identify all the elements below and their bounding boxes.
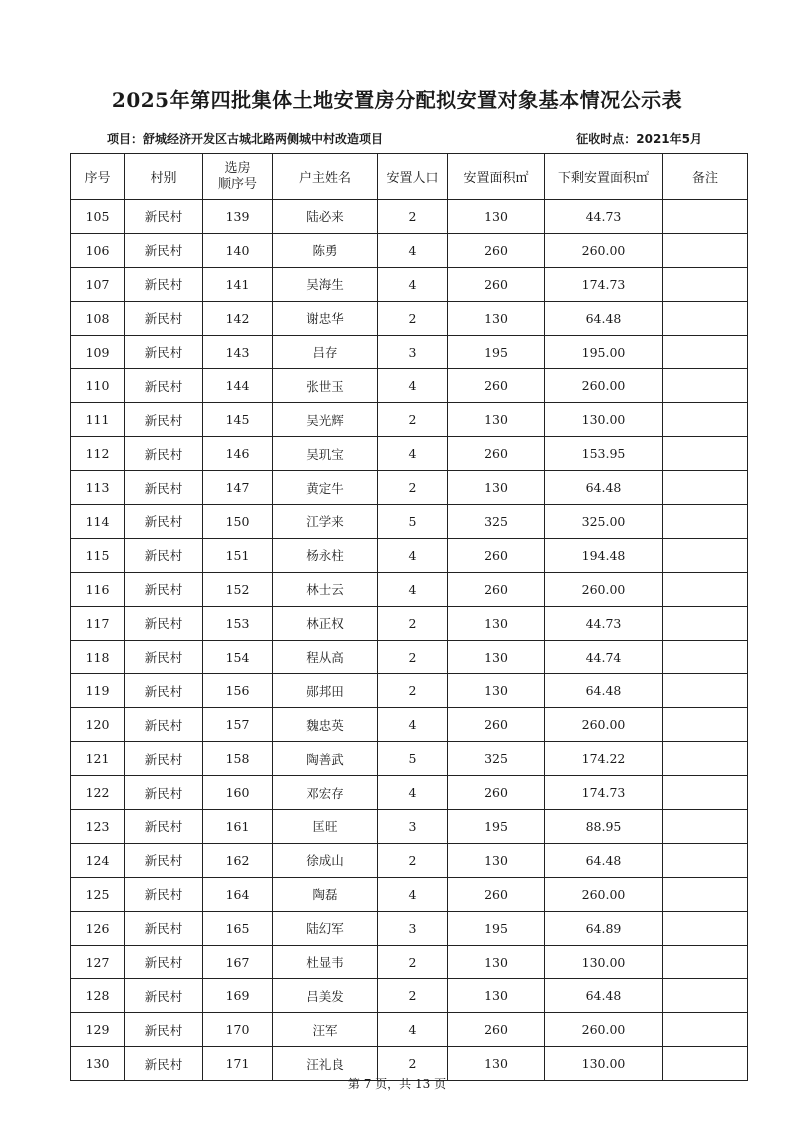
cell-village: 新民村 — [125, 877, 203, 911]
cell-name: 杨永柱 — [273, 538, 378, 572]
cell-area: 260 — [448, 267, 545, 301]
cell-name: 吴海生 — [273, 267, 378, 301]
table-row — [71, 437, 748, 471]
cell-name: 杜显韦 — [273, 945, 378, 979]
cell-name: 汪礼良 — [273, 1047, 378, 1081]
cell-seq: 122 — [71, 776, 125, 810]
table-row — [71, 776, 748, 810]
cell-seq: 120 — [71, 708, 125, 742]
cell-village: 新民村 — [125, 776, 203, 810]
cell-population: 4 — [378, 572, 448, 606]
cell-name: 吴光辉 — [273, 403, 378, 437]
cell-note — [663, 911, 748, 945]
cell-village: 新民村 — [125, 471, 203, 505]
cell-remaining: 174.22 — [545, 742, 663, 776]
cell-population: 4 — [378, 267, 448, 301]
cell-seq: 116 — [71, 572, 125, 606]
cell-area: 260 — [448, 233, 545, 267]
cell-pick-order: 139 — [203, 200, 273, 234]
cell-remaining: 88.95 — [545, 810, 663, 844]
table-row — [71, 335, 748, 369]
cell-pick-order: 146 — [203, 437, 273, 471]
cell-seq: 107 — [71, 267, 125, 301]
cell-seq: 130 — [71, 1047, 125, 1081]
cell-name: 郧邦田 — [273, 674, 378, 708]
cell-village: 新民村 — [125, 369, 203, 403]
cell-pick-order: 160 — [203, 776, 273, 810]
cell-area: 260 — [448, 776, 545, 810]
table-row — [71, 606, 748, 640]
cell-remaining: 44.74 — [545, 640, 663, 674]
cell-village: 新民村 — [125, 979, 203, 1013]
cell-area: 130 — [448, 979, 545, 1013]
cell-seq: 129 — [71, 1013, 125, 1047]
cell-seq: 108 — [71, 301, 125, 335]
table-row — [71, 945, 748, 979]
cell-note — [663, 233, 748, 267]
table-row — [71, 505, 748, 539]
cell-village: 新民村 — [125, 200, 203, 234]
header-pick-order — [203, 154, 273, 200]
table-row — [71, 640, 748, 674]
header-population: 安置人口 — [378, 154, 448, 200]
cell-area: 130 — [448, 403, 545, 437]
cell-note — [663, 810, 748, 844]
cell-note — [663, 1013, 748, 1047]
cell-remaining: 260.00 — [545, 369, 663, 403]
table-row — [71, 572, 748, 606]
cell-seq: 128 — [71, 979, 125, 1013]
cell-population: 3 — [378, 810, 448, 844]
table-row — [71, 979, 748, 1013]
cell-area: 130 — [448, 301, 545, 335]
cell-remaining: 260.00 — [545, 233, 663, 267]
cell-area: 130 — [448, 606, 545, 640]
cell-note — [663, 403, 748, 437]
table-header — [71, 154, 748, 200]
cell-pick-order: 143 — [203, 335, 273, 369]
cell-remaining: 130.00 — [545, 1047, 663, 1081]
cell-area: 260 — [448, 538, 545, 572]
cell-remaining: 44.73 — [545, 606, 663, 640]
cell-remaining: 260.00 — [545, 1013, 663, 1047]
cell-note — [663, 505, 748, 539]
cell-pick-order: 150 — [203, 505, 273, 539]
table-row — [71, 471, 748, 505]
cell-population: 4 — [378, 538, 448, 572]
cell-remaining: 64.48 — [545, 301, 663, 335]
cell-name: 邓宏存 — [273, 776, 378, 810]
cell-area: 325 — [448, 505, 545, 539]
cell-pick-order: 161 — [203, 810, 273, 844]
cell-note — [663, 776, 748, 810]
cell-pick-order: 165 — [203, 911, 273, 945]
table-row — [71, 403, 748, 437]
cell-village: 新民村 — [125, 911, 203, 945]
cell-seq: 114 — [71, 505, 125, 539]
header-seq: 序号 — [71, 154, 125, 200]
cell-pick-order: 169 — [203, 979, 273, 1013]
cell-note — [663, 335, 748, 369]
cell-note — [663, 606, 748, 640]
cell-note — [663, 471, 748, 505]
cell-village: 新民村 — [125, 640, 203, 674]
cell-village: 新民村 — [125, 301, 203, 335]
cell-area: 130 — [448, 200, 545, 234]
cell-population: 4 — [378, 708, 448, 742]
cell-seq: 115 — [71, 538, 125, 572]
cell-population: 2 — [378, 640, 448, 674]
cell-note — [663, 538, 748, 572]
cell-name: 黄定牛 — [273, 471, 378, 505]
cell-note — [663, 945, 748, 979]
cell-population: 4 — [378, 437, 448, 471]
cell-remaining: 64.48 — [545, 979, 663, 1013]
cell-remaining: 260.00 — [545, 708, 663, 742]
cell-village: 新民村 — [125, 708, 203, 742]
cell-area: 260 — [448, 1013, 545, 1047]
cell-note — [663, 877, 748, 911]
cell-area: 260 — [448, 437, 545, 471]
table-row — [71, 233, 748, 267]
cell-population: 5 — [378, 505, 448, 539]
cell-remaining: 130.00 — [545, 403, 663, 437]
cell-pick-order: 145 — [203, 403, 273, 437]
cell-area: 260 — [448, 369, 545, 403]
cell-remaining: 260.00 — [545, 877, 663, 911]
cell-seq: 117 — [71, 606, 125, 640]
page-title: 2025年第四批集体土地安置房分配拟安置对象基本情况公示表 — [111, 88, 683, 112]
cell-seq: 105 — [71, 200, 125, 234]
cell-area: 325 — [448, 742, 545, 776]
cell-population: 5 — [378, 742, 448, 776]
cell-pick-order: 167 — [203, 945, 273, 979]
cell-population: 2 — [378, 979, 448, 1013]
cell-seq: 126 — [71, 911, 125, 945]
cell-seq: 127 — [71, 945, 125, 979]
cell-pick-order: 153 — [203, 606, 273, 640]
cell-village: 新民村 — [125, 674, 203, 708]
cell-note — [663, 301, 748, 335]
cell-remaining: 153.95 — [545, 437, 663, 471]
cell-village: 新民村 — [125, 1013, 203, 1047]
cell-remaining: 325.00 — [545, 505, 663, 539]
cell-pick-order: 151 — [203, 538, 273, 572]
cell-name: 陶磊 — [273, 877, 378, 911]
cell-pick-order: 170 — [203, 1013, 273, 1047]
table-row — [71, 369, 748, 403]
cell-note — [663, 572, 748, 606]
cell-pick-order: 140 — [203, 233, 273, 267]
cell-note — [663, 200, 748, 234]
cell-note — [663, 267, 748, 301]
cell-remaining: 64.89 — [545, 911, 663, 945]
cell-pick-order: 162 — [203, 843, 273, 877]
cell-note — [663, 843, 748, 877]
cell-note — [663, 742, 748, 776]
cell-note — [663, 708, 748, 742]
cell-area: 260 — [448, 708, 545, 742]
cell-area: 130 — [448, 1047, 545, 1081]
cell-pick-order: 154 — [203, 640, 273, 674]
cell-name: 吴玑宝 — [273, 437, 378, 471]
cell-village: 新民村 — [125, 810, 203, 844]
cell-name: 陆必来 — [273, 200, 378, 234]
cell-population: 4 — [378, 776, 448, 810]
cell-population: 4 — [378, 233, 448, 267]
cell-pick-order: 142 — [203, 301, 273, 335]
cell-name: 吕美发 — [273, 979, 378, 1013]
header-pick-line1: 选房 — [224, 160, 251, 176]
cell-area: 195 — [448, 911, 545, 945]
cell-remaining: 174.73 — [545, 776, 663, 810]
cell-remaining: 64.48 — [545, 471, 663, 505]
cell-village: 新民村 — [125, 572, 203, 606]
cell-remaining: 260.00 — [545, 572, 663, 606]
table-row — [71, 708, 748, 742]
table-row — [71, 843, 748, 877]
cell-seq: 125 — [71, 877, 125, 911]
resettlement-table — [70, 153, 748, 1081]
cell-remaining: 64.48 — [545, 843, 663, 877]
table-row — [71, 200, 748, 234]
cell-note — [663, 640, 748, 674]
header-village: 村别 — [125, 154, 203, 200]
cell-village: 新民村 — [125, 1047, 203, 1081]
cell-pick-order: 171 — [203, 1047, 273, 1081]
cell-pick-order: 152 — [203, 572, 273, 606]
cell-village: 新民村 — [125, 538, 203, 572]
cell-population: 4 — [378, 1013, 448, 1047]
cell-name: 林士云 — [273, 572, 378, 606]
project-label: 项目：舒城经济开发区古城北路两侧城中村改造项目 — [107, 132, 384, 146]
cell-area: 130 — [448, 674, 545, 708]
cell-seq: 118 — [71, 640, 125, 674]
cell-seq: 110 — [71, 369, 125, 403]
header-remaining: 下剩安置面积㎡ — [545, 154, 663, 200]
cell-seq: 119 — [71, 674, 125, 708]
cell-area: 130 — [448, 471, 545, 505]
cell-area: 195 — [448, 335, 545, 369]
table-row — [71, 267, 748, 301]
cell-area: 195 — [448, 810, 545, 844]
table-row — [71, 810, 748, 844]
cell-area: 130 — [448, 843, 545, 877]
header-name: 户主姓名 — [273, 154, 378, 200]
cell-village: 新民村 — [125, 233, 203, 267]
cell-name: 匡旺 — [273, 810, 378, 844]
cell-population: 2 — [378, 301, 448, 335]
cell-village: 新民村 — [125, 267, 203, 301]
cell-population: 2 — [378, 674, 448, 708]
header-note: 备注 — [663, 154, 748, 200]
cell-note — [663, 369, 748, 403]
cell-note — [663, 979, 748, 1013]
cell-pick-order: 156 — [203, 674, 273, 708]
cell-village: 新民村 — [125, 403, 203, 437]
cell-population: 3 — [378, 911, 448, 945]
cell-pick-order: 157 — [203, 708, 273, 742]
cell-remaining: 174.73 — [545, 267, 663, 301]
cell-name: 陈勇 — [273, 233, 378, 267]
cell-name: 陶善武 — [273, 742, 378, 776]
cell-name: 魏忠英 — [273, 708, 378, 742]
cell-village: 新民村 — [125, 843, 203, 877]
cell-name: 徐成山 — [273, 843, 378, 877]
cell-population: 2 — [378, 1047, 448, 1081]
cell-area: 260 — [448, 877, 545, 911]
cell-name: 陆幻军 — [273, 911, 378, 945]
cell-population: 2 — [378, 471, 448, 505]
cell-name: 江学来 — [273, 505, 378, 539]
cell-seq: 113 — [71, 471, 125, 505]
cell-seq: 111 — [71, 403, 125, 437]
cell-area: 260 — [448, 572, 545, 606]
cell-name: 汪军 — [273, 1013, 378, 1047]
cell-village: 新民村 — [125, 437, 203, 471]
table-row — [71, 538, 748, 572]
cell-pick-order: 164 — [203, 877, 273, 911]
cell-pick-order: 144 — [203, 369, 273, 403]
table-row — [71, 911, 748, 945]
table-row — [71, 877, 748, 911]
cell-pick-order: 158 — [203, 742, 273, 776]
cell-name: 吕存 — [273, 335, 378, 369]
cell-village: 新民村 — [125, 606, 203, 640]
cell-population: 4 — [378, 369, 448, 403]
cell-village: 新民村 — [125, 335, 203, 369]
cell-name: 林正权 — [273, 606, 378, 640]
cell-seq: 112 — [71, 437, 125, 471]
cell-population: 2 — [378, 945, 448, 979]
cell-village: 新民村 — [125, 945, 203, 979]
cell-note — [663, 437, 748, 471]
cell-population: 2 — [378, 606, 448, 640]
cell-population: 2 — [378, 843, 448, 877]
cell-village: 新民村 — [125, 742, 203, 776]
cell-seq: 109 — [71, 335, 125, 369]
cell-remaining: 130.00 — [545, 945, 663, 979]
cell-name: 谢忠华 — [273, 301, 378, 335]
cell-pick-order: 141 — [203, 267, 273, 301]
cell-population: 2 — [378, 403, 448, 437]
cell-seq: 106 — [71, 233, 125, 267]
cell-area: 130 — [448, 945, 545, 979]
page-footer: 第 7 页，共 13 页 — [347, 1077, 447, 1091]
cell-remaining: 195.00 — [545, 335, 663, 369]
cell-village: 新民村 — [125, 505, 203, 539]
cell-name: 张世玉 — [273, 369, 378, 403]
header-area: 安置面积㎡ — [448, 154, 545, 200]
cell-population: 2 — [378, 200, 448, 234]
acquisition-date-label: 征收时点：2021年5月 — [576, 132, 702, 146]
cell-population: 4 — [378, 877, 448, 911]
table-row — [71, 1013, 748, 1047]
cell-pick-order: 147 — [203, 471, 273, 505]
table-row — [71, 674, 748, 708]
cell-name: 程从高 — [273, 640, 378, 674]
cell-area: 130 — [448, 640, 545, 674]
cell-remaining: 194.48 — [545, 538, 663, 572]
cell-seq: 121 — [71, 742, 125, 776]
cell-population: 3 — [378, 335, 448, 369]
header-pick-line2: 顺序号 — [217, 176, 257, 192]
table-row — [71, 301, 748, 335]
table-row — [71, 742, 748, 776]
cell-note — [663, 674, 748, 708]
cell-seq: 124 — [71, 843, 125, 877]
cell-seq: 123 — [71, 810, 125, 844]
cell-remaining: 64.48 — [545, 674, 663, 708]
table-body — [71, 200, 748, 1081]
cell-remaining: 44.73 — [545, 200, 663, 234]
